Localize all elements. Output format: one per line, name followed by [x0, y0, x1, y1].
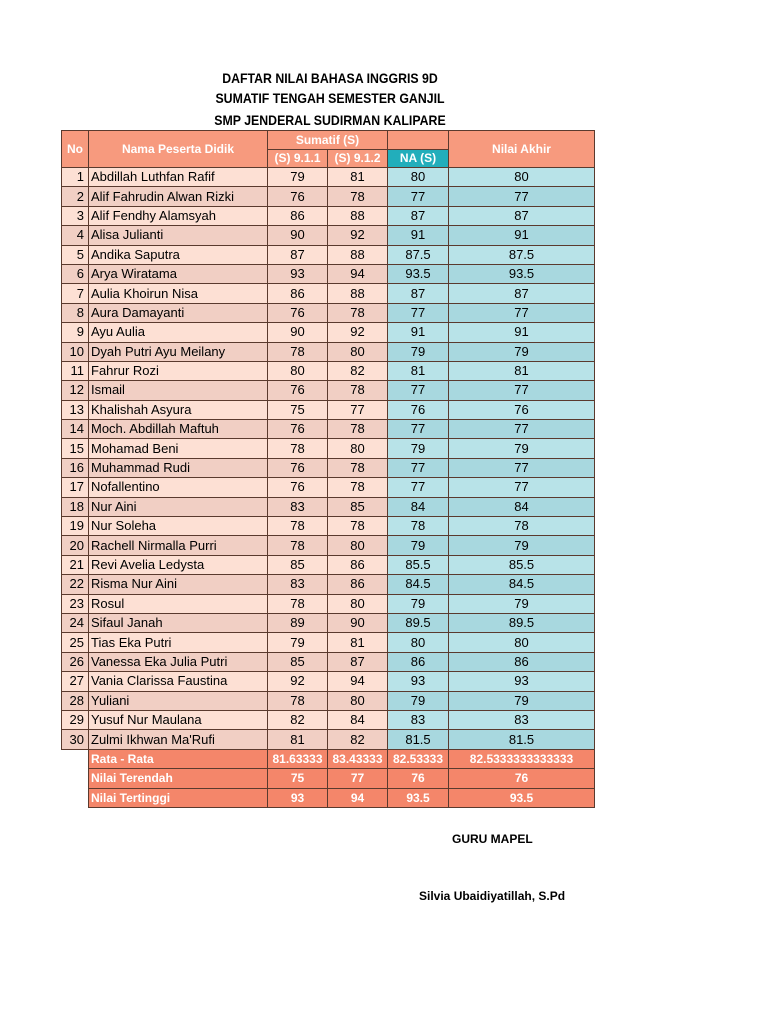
cell-final: 84: [449, 497, 595, 516]
cell-na: 91: [388, 323, 449, 342]
table-row: [62, 633, 595, 652]
cell-name: Arya Wiratama: [89, 264, 268, 283]
cell-na: 79: [388, 691, 449, 710]
cell-name: Zulmi Ikhwan Ma'Rufi: [89, 730, 268, 749]
cell-name: Rosul: [89, 594, 268, 613]
cell-final: 77: [449, 478, 595, 497]
cell-no: 26: [62, 652, 89, 671]
summary-s1: 93: [268, 788, 328, 807]
cell-na: 77: [388, 303, 449, 322]
cell-final: 87: [449, 284, 595, 303]
cell-no: 15: [62, 439, 89, 458]
cell-name: Abdillah Luthfan Rafif: [89, 168, 268, 187]
cell-final: 86: [449, 652, 595, 671]
cell-no: 25: [62, 633, 89, 652]
cell-no: 23: [62, 594, 89, 613]
cell-na: 89.5: [388, 613, 449, 632]
table-row: [62, 439, 595, 458]
cell-no: 3: [62, 206, 89, 225]
table-row: [62, 381, 595, 400]
cell-na: 81: [388, 361, 449, 380]
cell-na: 79: [388, 536, 449, 555]
cell-no: 27: [62, 672, 89, 691]
cell-s1: 78: [268, 594, 328, 613]
cell-no: 22: [62, 575, 89, 594]
table-row: [62, 168, 595, 187]
cell-na: 84.5: [388, 575, 449, 594]
cell-final: 79: [449, 536, 595, 555]
cell-name: Mohamad Beni: [89, 439, 268, 458]
title-line-2: SUMATIF TENGAH SEMESTER GANJIL: [215, 90, 445, 106]
cell-na: 79: [388, 594, 449, 613]
cell-no: 13: [62, 400, 89, 419]
summary-label: Nilai Terendah: [89, 769, 268, 788]
table-row: [62, 284, 595, 303]
cell-na: 91: [388, 226, 449, 245]
cell-s1: 78: [268, 536, 328, 555]
cell-na: 77: [388, 420, 449, 439]
cell-s2: 88: [328, 245, 388, 264]
cell-s1: 86: [268, 206, 328, 225]
cell-final: 77: [449, 458, 595, 477]
cell-name: Ayu Aulia: [89, 323, 268, 342]
cell-na: 77: [388, 478, 449, 497]
cell-na: 77: [388, 381, 449, 400]
cell-s2: 78: [328, 478, 388, 497]
summary-s2: 83.43333: [328, 749, 388, 768]
title-line-3: SMP JENDERAL SUDIRMAN KALIPARE: [214, 112, 446, 128]
cell-no: 6: [62, 264, 89, 283]
cell-s1: 75: [268, 400, 328, 419]
table-row: [62, 323, 595, 342]
cell-no: 8: [62, 303, 89, 322]
cell-final: 77: [449, 420, 595, 439]
table-row: [62, 458, 595, 477]
cell-final: 77: [449, 381, 595, 400]
cell-na: 83: [388, 710, 449, 729]
table-row: [62, 613, 595, 632]
cell-final: 81.5: [449, 730, 595, 749]
cell-name: Alif Fahrudin Alwan Rizki: [89, 187, 268, 206]
cell-final: 79: [449, 594, 595, 613]
table-row: [62, 594, 595, 613]
cell-na: 80: [388, 633, 449, 652]
cell-na: 77: [388, 187, 449, 206]
cell-name: Yuliani: [89, 691, 268, 710]
cell-s1: 78: [268, 517, 328, 536]
cell-no: 24: [62, 613, 89, 632]
cell-na: 85.5: [388, 555, 449, 574]
table-row: [62, 420, 595, 439]
cell-no: 29: [62, 710, 89, 729]
summary-spacer: [62, 769, 89, 788]
cell-no: 21: [62, 555, 89, 574]
cell-na: 87: [388, 284, 449, 303]
summary-label: Rata - Rata: [89, 749, 268, 768]
table-row: [62, 652, 595, 671]
cell-s1: 83: [268, 497, 328, 516]
cell-name: Nur Soleha: [89, 517, 268, 536]
table-row: [62, 245, 595, 264]
table-row: [62, 517, 595, 536]
cell-final: 91: [449, 226, 595, 245]
cell-name: Aulia Khoirun Nisa: [89, 284, 268, 303]
cell-no: 20: [62, 536, 89, 555]
cell-name: Moch. Abdillah Maftuh: [89, 420, 268, 439]
title-line-1: DAFTAR NILAI BAHASA INGGRIS 9D: [222, 70, 438, 86]
cell-name: Rachell Nirmalla Purri: [89, 536, 268, 555]
header-na-top: [388, 131, 449, 150]
grades-table: [61, 130, 595, 808]
cell-final: 79: [449, 439, 595, 458]
cell-s2: 78: [328, 458, 388, 477]
cell-name: Revi Avelia Ledysta: [89, 555, 268, 574]
cell-final: 77: [449, 187, 595, 206]
table-row: [62, 691, 595, 710]
table-body: [62, 168, 595, 808]
header-s2: (S) 9.1.2: [328, 149, 388, 168]
cell-no: 5: [62, 245, 89, 264]
summary-final: 76: [449, 769, 595, 788]
table-row: [62, 226, 595, 245]
cell-no: 17: [62, 478, 89, 497]
cell-s1: 76: [268, 381, 328, 400]
cell-final: 85.5: [449, 555, 595, 574]
cell-no: 10: [62, 342, 89, 361]
header-name: Nama Peserta Didik: [89, 131, 268, 168]
cell-na: 79: [388, 342, 449, 361]
cell-s1: 81: [268, 730, 328, 749]
cell-s2: 84: [328, 710, 388, 729]
cell-s2: 80: [328, 536, 388, 555]
cell-na: 87: [388, 206, 449, 225]
cell-no: 28: [62, 691, 89, 710]
cell-s2: 82: [328, 730, 388, 749]
cell-s1: 85: [268, 555, 328, 574]
summary-row: [62, 769, 595, 788]
summary-s2: 77: [328, 769, 388, 788]
cell-s2: 88: [328, 284, 388, 303]
cell-final: 93.5: [449, 264, 595, 283]
cell-s1: 82: [268, 710, 328, 729]
cell-s2: 87: [328, 652, 388, 671]
cell-no: 16: [62, 458, 89, 477]
cell-s1: 76: [268, 420, 328, 439]
cell-s1: 78: [268, 439, 328, 458]
cell-s1: 80: [268, 361, 328, 380]
summary-na: 76: [388, 769, 449, 788]
cell-s2: 78: [328, 420, 388, 439]
cell-na: 79: [388, 439, 449, 458]
cell-name: Nofallentino: [89, 478, 268, 497]
summary-s2: 94: [328, 788, 388, 807]
cell-na: 86: [388, 652, 449, 671]
cell-name: Alif Fendhy Alamsyah: [89, 206, 268, 225]
summary-s1: 75: [268, 769, 328, 788]
cell-s1: 87: [268, 245, 328, 264]
table-row: [62, 536, 595, 555]
teacher-name: Silvia Ubaidiyatillah, S.Pd: [419, 889, 566, 903]
cell-s1: 79: [268, 633, 328, 652]
cell-name: Sifaul Janah: [89, 613, 268, 632]
cell-final: 81: [449, 361, 595, 380]
teacher-role: GURU MAPEL: [452, 832, 533, 846]
cell-final: 79: [449, 342, 595, 361]
cell-s2: 81: [328, 168, 388, 187]
cell-name: Fahrur Rozi: [89, 361, 268, 380]
summary-row: [62, 749, 595, 768]
cell-s2: 86: [328, 575, 388, 594]
cell-na: 93: [388, 672, 449, 691]
cell-no: 19: [62, 517, 89, 536]
cell-final: 87: [449, 206, 595, 225]
cell-s1: 76: [268, 458, 328, 477]
cell-na: 77: [388, 458, 449, 477]
cell-no: 1: [62, 168, 89, 187]
cell-no: 11: [62, 361, 89, 380]
cell-name: Alisa Julianti: [89, 226, 268, 245]
cell-s2: 78: [328, 517, 388, 536]
cell-s1: 76: [268, 303, 328, 322]
cell-s2: 90: [328, 613, 388, 632]
cell-s2: 81: [328, 633, 388, 652]
cell-s1: 92: [268, 672, 328, 691]
cell-na: 93.5: [388, 264, 449, 283]
cell-name: Andika Saputra: [89, 245, 268, 264]
cell-name: Yusuf Nur Maulana: [89, 710, 268, 729]
cell-s1: 76: [268, 187, 328, 206]
cell-s1: 78: [268, 691, 328, 710]
cell-s2: 92: [328, 323, 388, 342]
header-na: NA (S): [388, 149, 449, 168]
cell-name: Vania Clarissa Faustina: [89, 672, 268, 691]
table-row: [62, 206, 595, 225]
cell-no: 14: [62, 420, 89, 439]
summary-s1: 81.63333: [268, 749, 328, 768]
table-row: [62, 264, 595, 283]
table-row: [62, 575, 595, 594]
cell-no: 30: [62, 730, 89, 749]
summary-final: 93.5: [449, 788, 595, 807]
cell-no: 18: [62, 497, 89, 516]
cell-name: Muhammad Rudi: [89, 458, 268, 477]
cell-name: Tias Eka Putri: [89, 633, 268, 652]
cell-s2: 78: [328, 303, 388, 322]
cell-s1: 85: [268, 652, 328, 671]
header-s1: (S) 9.1.1: [268, 149, 328, 168]
cell-s2: 77: [328, 400, 388, 419]
cell-final: 77: [449, 303, 595, 322]
cell-na: 76: [388, 400, 449, 419]
cell-s1: 79: [268, 168, 328, 187]
summary-spacer: [62, 788, 89, 807]
cell-final: 84.5: [449, 575, 595, 594]
header-final: Nilai Akhir: [449, 131, 595, 168]
table-row: [62, 478, 595, 497]
summary-na: 82.53333: [388, 749, 449, 768]
table-row: [62, 187, 595, 206]
cell-s1: 76: [268, 478, 328, 497]
cell-final: 78: [449, 517, 595, 536]
cell-s2: 85: [328, 497, 388, 516]
table-row: [62, 400, 595, 419]
cell-s1: 90: [268, 226, 328, 245]
header-sumatif: Sumatif (S): [268, 131, 388, 150]
cell-s1: 78: [268, 342, 328, 361]
cell-no: 7: [62, 284, 89, 303]
cell-na: 78: [388, 517, 449, 536]
table-row: [62, 730, 595, 749]
table-row: [62, 555, 595, 574]
cell-name: Khalishah Asyura: [89, 400, 268, 419]
table-row: [62, 710, 595, 729]
cell-final: 76: [449, 400, 595, 419]
cell-name: Vanessa Eka Julia Putri: [89, 652, 268, 671]
cell-final: 79: [449, 691, 595, 710]
cell-no: 9: [62, 323, 89, 342]
cell-s2: 86: [328, 555, 388, 574]
table-row: [62, 361, 595, 380]
cell-s2: 82: [328, 361, 388, 380]
cell-final: 80: [449, 633, 595, 652]
cell-name: Aura Damayanti: [89, 303, 268, 322]
cell-s2: 80: [328, 691, 388, 710]
cell-no: 12: [62, 381, 89, 400]
cell-name: Risma Nur Aini: [89, 575, 268, 594]
cell-s2: 88: [328, 206, 388, 225]
table-row: [62, 672, 595, 691]
summary-row: [62, 788, 595, 807]
summary-spacer: [62, 749, 89, 768]
cell-s1: 93: [268, 264, 328, 283]
cell-na: 87.5: [388, 245, 449, 264]
cell-name: Nur Aini: [89, 497, 268, 516]
cell-no: 4: [62, 226, 89, 245]
cell-s1: 83: [268, 575, 328, 594]
cell-final: 87.5: [449, 245, 595, 264]
cell-final: 89.5: [449, 613, 595, 632]
cell-s1: 90: [268, 323, 328, 342]
cell-final: 93: [449, 672, 595, 691]
cell-na: 84: [388, 497, 449, 516]
cell-s1: 89: [268, 613, 328, 632]
table-row: [62, 342, 595, 361]
cell-s2: 78: [328, 187, 388, 206]
cell-final: 83: [449, 710, 595, 729]
cell-final: 80: [449, 168, 595, 187]
cell-s2: 94: [328, 264, 388, 283]
summary-na: 93.5: [388, 788, 449, 807]
cell-na: 80: [388, 168, 449, 187]
cell-s2: 94: [328, 672, 388, 691]
header-no: No: [62, 131, 89, 168]
table-row: [62, 497, 595, 516]
cell-s1: 86: [268, 284, 328, 303]
cell-s2: 92: [328, 226, 388, 245]
cell-s2: 80: [328, 342, 388, 361]
cell-no: 2: [62, 187, 89, 206]
summary-final: 82.5333333333333: [449, 749, 595, 768]
cell-name: Dyah Putri Ayu Meilany: [89, 342, 268, 361]
summary-label: Nilai Tertinggi: [89, 788, 268, 807]
cell-na: 81.5: [388, 730, 449, 749]
cell-s2: 78: [328, 381, 388, 400]
cell-final: 91: [449, 323, 595, 342]
table-row: [62, 303, 595, 322]
cell-name: Ismail: [89, 381, 268, 400]
cell-s2: 80: [328, 594, 388, 613]
cell-s2: 80: [328, 439, 388, 458]
